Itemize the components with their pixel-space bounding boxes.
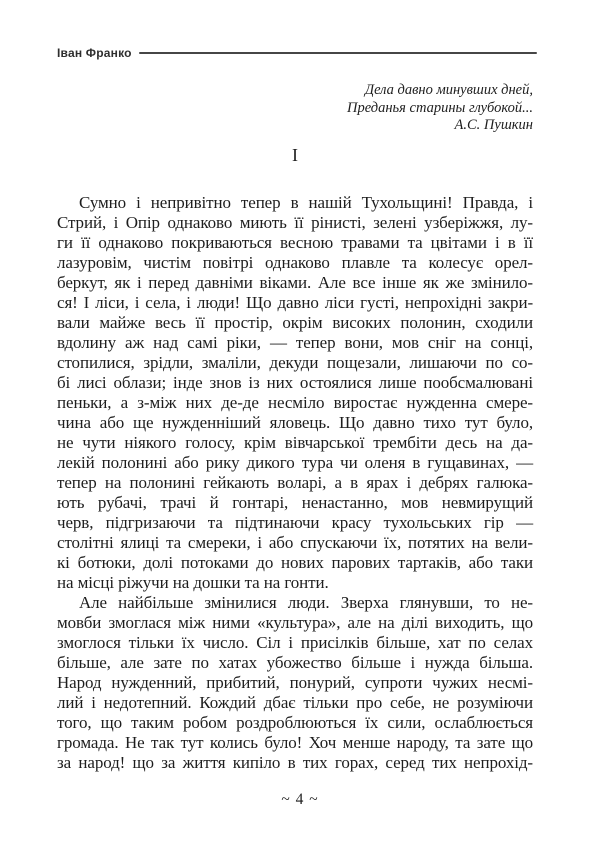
- body-line: лий і недотепний. Кождий дбає тільки про себе, не розуміючи: [57, 693, 533, 712]
- epigraph-line: Преданья старины глубокой...: [346, 99, 533, 116]
- chapter-heading: I: [292, 145, 298, 165]
- body-line: на місці ріжучи на дошки та на гонти.: [57, 573, 329, 592]
- body-line: мовби змоглася між ними «культура», але на ділі виходить, що: [57, 613, 533, 632]
- body-line: Стрий, і Опір однаково миють її рінисті, зелені узберіжжя, лу-: [57, 213, 533, 232]
- body-line: вали майже весь її простір, окрім високих полонин, сходили: [57, 313, 533, 332]
- body-line: більше, але зате по хатах убожество більше і нужда більша.: [57, 653, 533, 672]
- body-line: громада. Не так тут колись було! Хоч менше народу, та зате що: [57, 733, 533, 752]
- body-line: лазуровім, чистім повітрі однаково плавле та колесує орел-: [57, 253, 533, 272]
- body-line: чина або ще нужденніший яловець. Що давно тихо тут було,: [57, 413, 533, 432]
- body-line: беркут, як і перед давніми віками. Але все інше як же змінило-: [57, 273, 533, 292]
- body-line: Народ нужденний, прибитий, понурий, супроти чужих несмі-: [57, 673, 533, 692]
- body-line: черв, підгризаючи та підтинаючи красу тухольських гір —: [57, 513, 533, 532]
- body-line: за народ! що за життя кипіло в тих горах, серед тих непрохід-: [57, 753, 533, 772]
- body-line: кі ботюки, долі потоками до нових парових тартаків, або таки: [57, 553, 533, 572]
- header-rule-divider: [139, 52, 537, 54]
- running-head: [57, 46, 537, 60]
- body-line: ють рубачі, трачі й гонтарі, ненастанно, мов невмирущий: [57, 493, 533, 512]
- body-line: бі лисі облази; інде знов із них остоялися лише пообсмалювані: [57, 373, 533, 392]
- body-line: столітні ялиці та смереки, і або спускаючи їх, потятих на вели-: [57, 533, 533, 552]
- body-line: не чути ніякого голосу, крім вівчарської трембіти десь на да-: [57, 433, 533, 452]
- body-line: тепер на полонині гейкають воларі, а в ярах і дебрях галюка-: [57, 473, 533, 492]
- body-line: лекій полонині або рику дикого тура чи оленя в гущавинах, —: [57, 453, 533, 472]
- body-line: Сумно і непривітно тепер в нашій Тухольщині! Правда, і: [79, 193, 533, 212]
- body-line: ги її однаково покриваються весною травами та цвітами і в її: [57, 233, 533, 252]
- body-line: ся! І ліси, і села, і люди! Що давно ліси густі, непрохідні закри-: [57, 293, 533, 312]
- epigraph-line: Дела давно минувших дней,: [364, 82, 533, 98]
- epigraph-line: А.С. Пушкин: [454, 117, 533, 133]
- body-line: змоглося тільки їх число. Сіл і присілків більше, хат по селах: [57, 633, 533, 652]
- body-line: вдолину аж над самі ріки, — тепер вони, мов сніг на сонці,: [57, 333, 533, 352]
- page-number: ~ 4 ~: [281, 791, 319, 808]
- body-line: пеньки, а з-між них де-де несміло виростає нужденна смере-: [57, 393, 533, 412]
- body-line: стопилися, зрідли, змаліли, декуди пощезали, лишаючи по со-: [57, 353, 533, 372]
- epigraph: [347, 82, 533, 135]
- body-text: [57, 193, 533, 773]
- body-line: того, що таким робом роздроблюються їх сили, ослаблюється: [57, 713, 533, 732]
- author-name: Іван Франко: [57, 46, 132, 60]
- body-line: Але найбільше змінилися люди. Зверха глянувши, то не-: [79, 593, 533, 612]
